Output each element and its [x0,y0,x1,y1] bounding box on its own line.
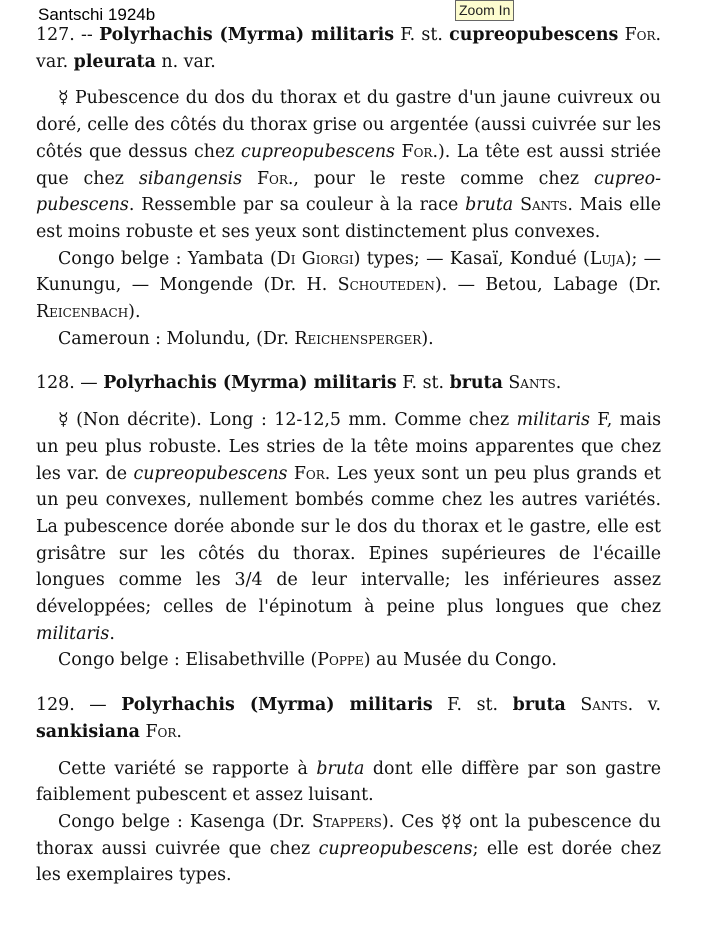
source-label: Santschi 1924b [38,5,156,24]
text-run: F, mais un peu plus robuste. Les stries de la tête moins apparentes que chez les var. de [36,410,661,484]
species-name: cupreo-pubescens [36,168,662,216]
genus-name: Polyrhachis (Myrma) militaris [103,373,397,394]
entry-129 [36,692,661,889]
zoom-in-button[interactable]: Zoom In [455,0,514,21]
author-name: For. [293,463,331,484]
text-run: ; elle est dorée chez les exemplaires types. [36,838,662,886]
author-name: For. [256,168,294,189]
text-run: Cette variété se rapporte à [58,758,317,779]
locality-paragraph [36,647,661,674]
locality-paragraph [36,326,661,353]
collector-name: Schouteden [337,275,435,296]
separator: — [89,695,107,716]
text-run: Cameroun : Molundu, (Dr. [58,328,295,349]
description-paragraph [36,756,661,809]
rank-text: v. [647,695,662,716]
species-name: sibangensis [138,168,243,189]
species-name: militaris [36,623,110,644]
text-run: ); — Kunungu, — Mongende (Dr. H. [36,248,662,296]
description-paragraph [36,407,661,647]
entry-heading [36,692,661,745]
author-name: For. [624,25,662,45]
text-run: Les yeux sont un peu plus grands et un peu convexes, nullement bombés comme chez les autres variétés. La pubescence dorée abonde sur le dos du thorax et le gastre, elle est grisâtre sur les côtés du thorax. Epines supérieures de l'écaille longues comme les 3/4 de leur intervalle; les inférieures assez développées; celles de l'épinotum à peine plus longues que chez [36,463,661,618]
species-name: militaris [516,410,590,431]
collector-name: Reicenbach [36,302,129,323]
entry-127 [36,22,661,352]
text-run: ). [421,328,434,349]
text-run: . [109,623,115,644]
locality-paragraph [36,246,661,326]
variety-name: pleurata [73,51,156,72]
text-run: ) au Musée du Congo. [363,650,557,671]
taxon-name: bruta [449,373,503,394]
text-run: Congo belge : Elisabethville ( [58,650,318,671]
document-page [36,22,661,889]
taxon-name: bruta [512,695,566,716]
entry-heading [36,370,661,397]
rank-text: F. st. [447,695,499,716]
text-run: ) types; — Kasaï, Kondué ( [353,248,590,269]
entry-128 [36,370,661,674]
text-run: Congo belge : Kasenga (Dr. [58,811,312,832]
description-paragraph [36,85,661,245]
entry-heading [36,22,661,75]
rank-text: var. [36,51,69,72]
rank-text: F. st. [400,25,443,45]
species-name: cupreopubescens [240,141,395,162]
collector-name: Luja [589,248,625,269]
rank-text: F. st. [402,373,445,394]
text-run: Congo belge : Yambata ( [58,248,277,269]
collector-name: Poppe [317,650,364,671]
species-name: bruta [316,758,365,779]
entry-number: 127. [36,25,75,45]
text-run: Mais elle est moins robuste et ses yeux sont distinctement plus convexes. [36,195,661,242]
species-name: cupreopubescens [133,463,288,484]
species-name: cupreopubescens [318,838,473,859]
locality-paragraph [36,809,661,889]
text-run: dont elle diffère par son gastre faiblement pubescent et assez luisant. [36,758,661,806]
entry-number: 128. [36,373,75,394]
collector-name: Stappers [311,811,382,832]
taxon-name: cupreopubescens [449,25,619,45]
text-run: ). Ces ☿☿ ont la pubescence du thorax aussi cuivrée que chez [36,811,661,859]
species-name: bruta [465,195,514,216]
text-run: ). — Betou, Labage (Dr. [434,275,661,296]
collector-name: Reichensperger [294,328,422,349]
variety-name: sankisiana [36,721,140,742]
text-run: ☿ Pubescence du dos du thorax et du gastre d'un jaune cuivreux ou doré, celle des côtés du thorax grise ou argentée (aussi cuivrée sur les côtés que dessus chez [36,88,661,162]
author-name: Sants. [508,373,562,394]
separator: — [80,373,98,394]
text-run: ). La tête est aussi striée que chez [36,141,661,189]
genus-name: Polyrhachis (Myrma) militaris [121,695,433,716]
text-run: , pour le reste comme chez [293,168,594,189]
text-run: ). [128,302,141,323]
text-run: ☿ (Non décrite). Long : 12-12,5 mm. Comme chez [58,410,517,431]
author-name: Sants. [580,695,634,716]
author-name: Sants. [520,195,573,216]
entry-number: 129. [36,695,75,716]
separator: -- [81,25,93,45]
author-name: For. [401,141,438,162]
genus-name: Polyrhachis (Myrma) militaris [99,25,394,45]
collector-name: Di Giorgi [276,248,354,269]
text-run: . Ressemble par sa couleur à la race [128,195,466,216]
rank-text: n. var. [161,51,216,72]
author-name: For. [145,721,182,742]
